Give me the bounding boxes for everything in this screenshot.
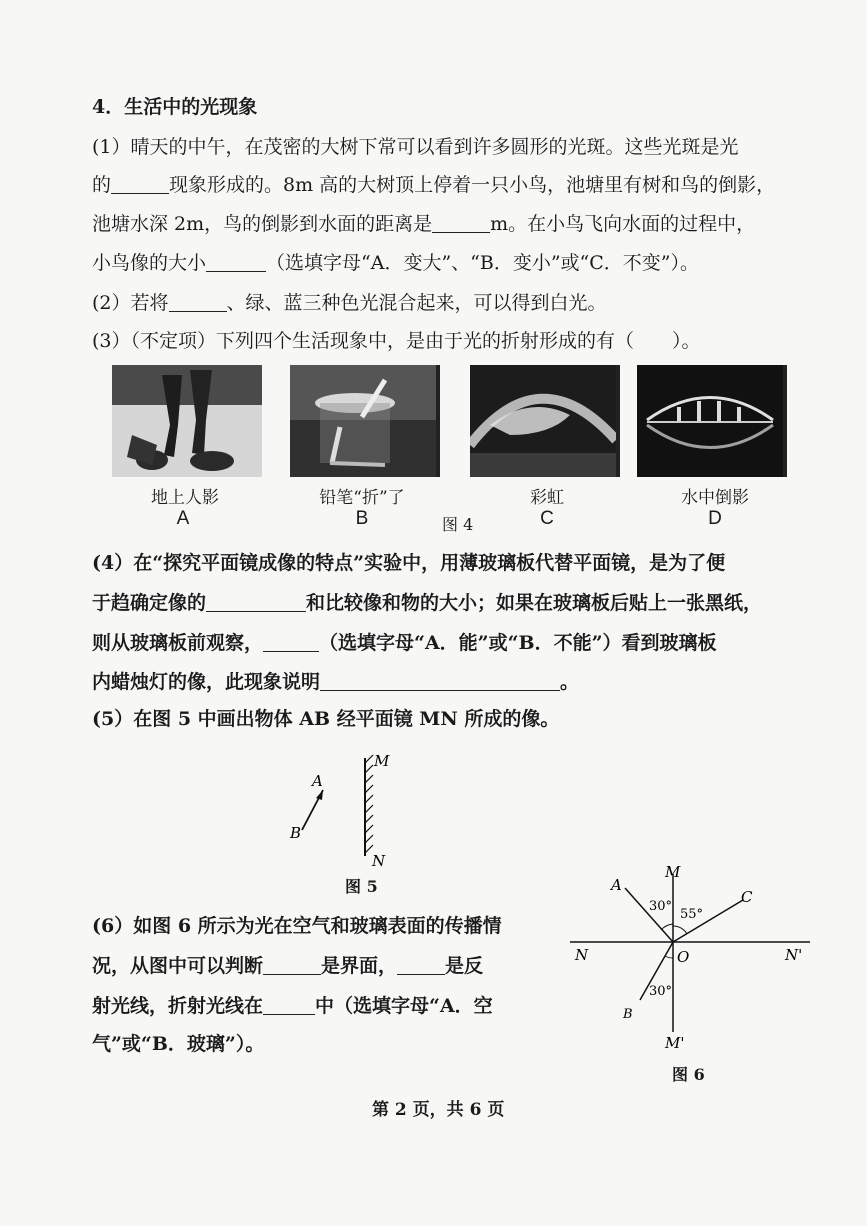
photo-reflection [637,365,787,477]
point-a-label: A [312,772,323,790]
photo-pencil [290,365,440,477]
q6-line3-text-a: 射光线，折射光线在 [92,995,264,1017]
q1-line3-text-a: 池塘水深 2m，鸟的倒影到水面的距离是 [92,213,433,235]
q6-line4: 气”或“B．玻璃”）。 [92,1033,265,1055]
rainbow-photo-image [470,365,616,477]
q1-line4-text-b: （选填字母“A．变大”、“B．变小”或“C．不变”）。 [266,252,700,274]
q2-line [92,290,607,316]
q6-line1: (6）如图 6 所示为光在空气和玻璃表面的传播情 [92,915,502,937]
q6-line3 [92,993,493,1019]
q4-line2-text-a: 于趋确定像的 [92,592,207,614]
point-a-label: A [611,876,622,894]
q1-line2-text-a: 的 [92,174,112,196]
q1-line4-text-a: 小鸟像的大小 [92,252,207,274]
q1-line4 [92,250,699,276]
q1-line3 [92,211,755,237]
answer-blank[interactable] [206,591,306,612]
option-letter-b: B [355,508,369,529]
q4-line4-text-b: 。 [560,671,580,693]
q6-line2-text-b: 是界面， [321,955,398,977]
point-m-prime-label: M' [665,1034,685,1052]
q1-line3-text-b: m。在小鸟飞向水面的过程中， [490,213,756,235]
point-m-label: M [665,863,681,881]
reflection-photo-image [637,365,783,477]
caption-d: 水中倒影 [681,488,749,508]
answer-blank[interactable] [263,631,319,652]
figure-6-label: 图 6 [672,1065,705,1084]
page-footer: 第 2 页，共 6 页 [372,1100,505,1120]
point-n-prime-label: N' [785,946,803,964]
q4-line2-text-b: 和比较像和物的大小；如果在玻璃板后贴上一张黑纸， [306,592,763,614]
figure-5-label: 图 5 [345,877,378,896]
figure-4-label: 图 4 [442,515,474,534]
q6-line2-text-a: 况，从图中可以判断 [92,955,264,977]
q4-line2 [92,590,762,616]
figure-6-diagram [565,860,825,1060]
photo-shadow [112,365,262,477]
answer-blank[interactable] [111,173,169,194]
q1-line2 [92,172,775,198]
q2-text-a: (2）若将 [92,292,169,314]
caption-c: 彩虹 [530,488,564,508]
point-n-label: N [372,852,386,870]
q1-line1: (1）晴天的中午，在茂密的大树下常可以看到许多圆形的光斑。这些光斑是光 [92,136,739,158]
answer-blank[interactable] [169,291,227,312]
section-title: 4．生活中的光现象 [92,96,258,118]
answer-blank[interactable] [263,954,321,975]
answer-blank[interactable] [206,251,266,272]
caption-a: 地上人影 [151,488,219,508]
photo-rainbow [470,365,620,477]
answer-blank[interactable] [432,212,490,233]
pencil-photo-image [290,365,436,477]
point-b-label: B [623,1007,633,1022]
q5-line: (5）在图 5 中画出物体 AB 经平面镜 MN 所成的像。 [92,708,560,730]
q1-line2-text-b: 现象形成的。8m 高的大树顶上停着一只小鸟，池塘里有树和鸟的倒影， [169,174,776,196]
point-c-label: C [741,888,753,906]
angle-30-top-label: 30° [649,899,673,914]
q4-line3-text-b: （选填字母“A．能”或“B．不能”）看到玻璃板 [319,632,717,654]
q4-line4-text-a: 内蜡烛灯的像，此现象说明 [92,671,321,693]
q6-line3-text-b: 中（选填字母“A．空 [315,995,493,1017]
point-n-label: N [575,946,589,964]
q6-line2-text-c: 是反 [445,955,484,977]
option-letter-a: A [176,508,190,529]
q4-line1: (4）在“探究平面镜成像的特点”实验中，用薄玻璃板代替平面镜，是为了便 [92,552,726,574]
point-b-label: B [290,824,302,842]
caption-b: 铅笔“折”了 [319,488,405,508]
q6-line2 [92,953,483,979]
q3-line: (3）（不定项）下列四个生活现象中，是由于光的折射形成的有（ ）。 [92,330,701,352]
q4-line4 [92,669,579,695]
answer-blank[interactable] [397,954,445,975]
q4-line3-text-a: 则从玻璃板前观察， [92,632,264,654]
point-m-label: M [374,752,390,770]
q4-line3 [92,630,717,656]
figure-5-diagram [280,748,410,873]
shadow-photo-image [112,365,262,477]
angle-30-bottom-label: 30° [649,984,673,999]
angle-55-label: 55° [680,907,704,922]
option-letter-d: D [708,508,722,529]
q2-text-b: 、绿、蓝三种色光混合起来，可以得到白光。 [226,292,607,314]
answer-blank[interactable] [263,994,315,1015]
point-o-label: O [677,948,690,966]
option-letter-c: C [540,508,554,529]
answer-blank[interactable] [320,670,560,691]
